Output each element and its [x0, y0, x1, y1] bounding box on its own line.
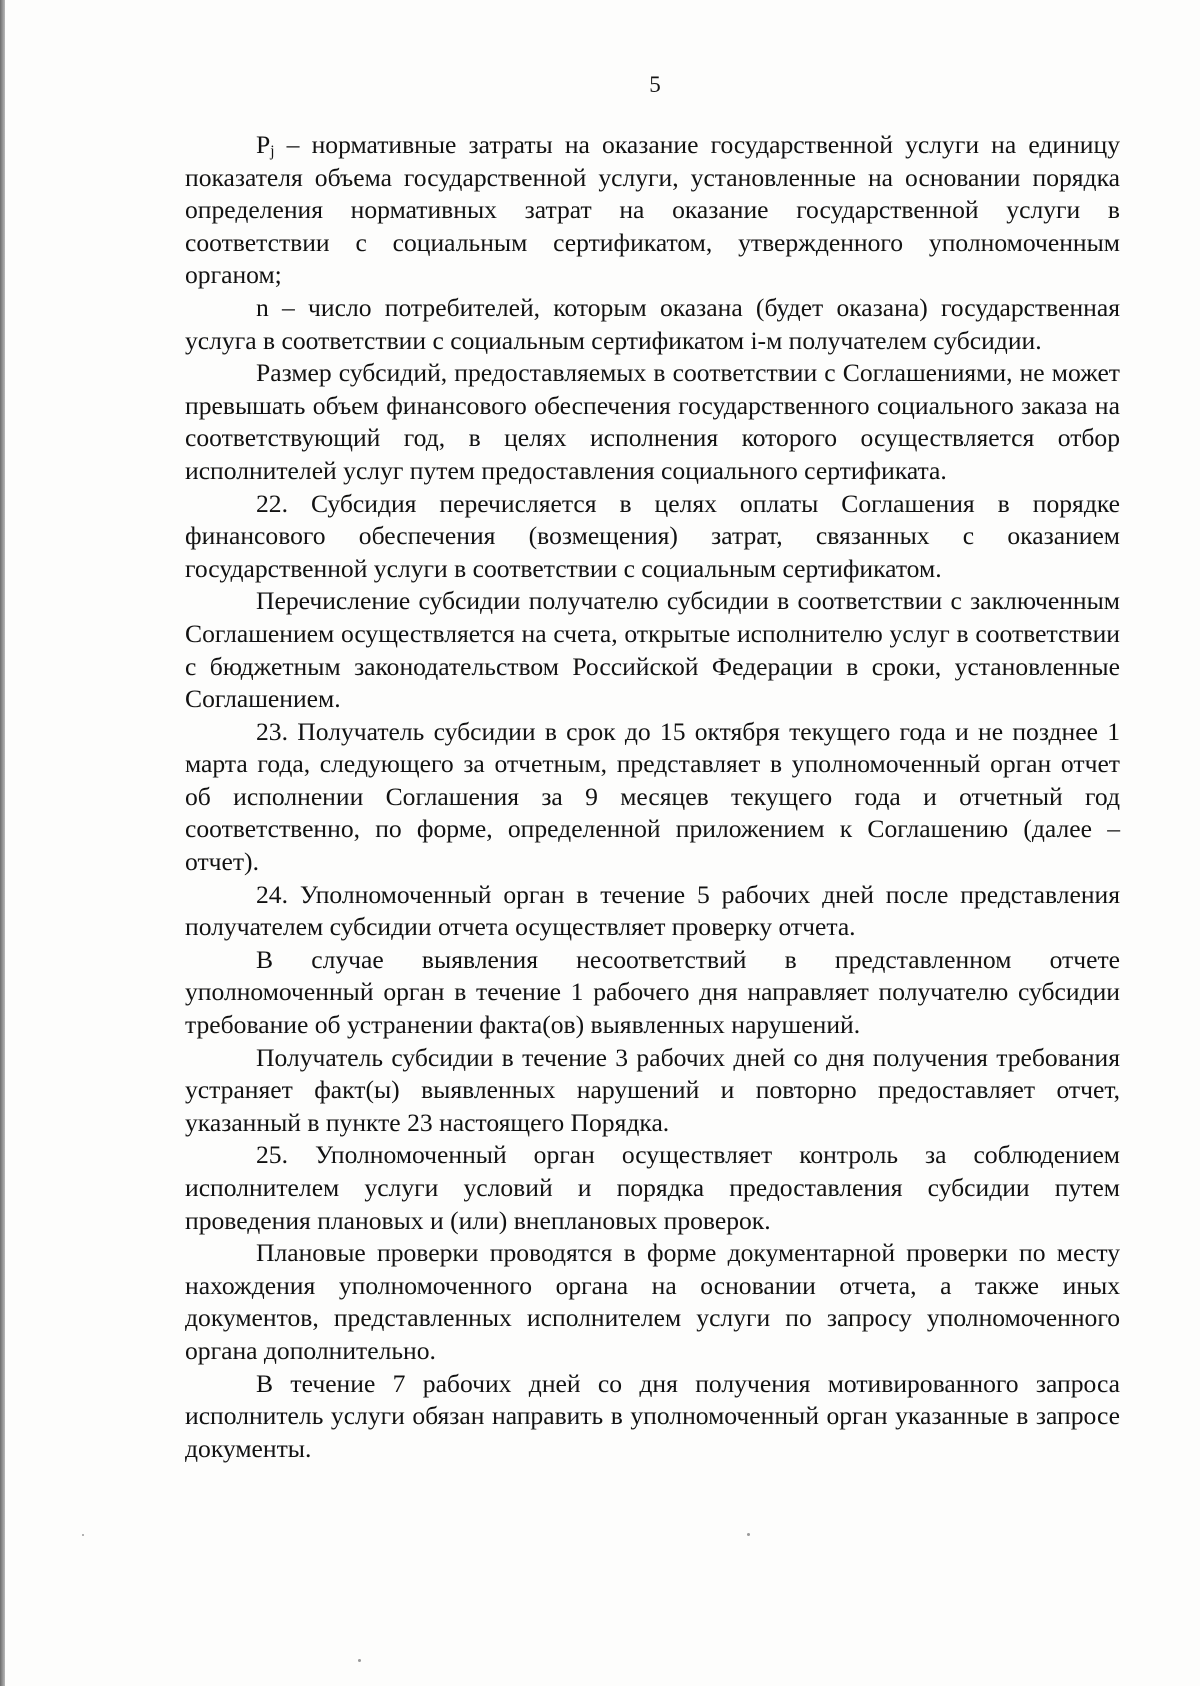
page-number: 5 [649, 72, 661, 97]
paragraph-resubmission: Получатель субсидии в течение 3 рабочих дней со дня получения требования устраняет факт(ы) выявленных нарушений и повторно предоставляет отчет, указанный в пункте 23 настоящего Порядка. [185, 1042, 1120, 1137]
paragraph-item-24: 24. Уполномоченный орган в течение 5 рабочих дней после представления получателем субсидии отчета осуществляет проверку отчета. [185, 879, 1120, 942]
paragraph-consumers-count: n – число потребителей, которым оказана (будет оказана) государственная услуга в соответствии с социальным сертификатом i-м получателем субсидии. [185, 292, 1120, 355]
paragraph-transfer: Перечисление субсидии получателю субсидии в соответствии с заключенным Соглашением осуществляется на счета, открытые исполнителю услуг в соответствии с бюджетным законодательством Российской Федерации в сроки, установленные Соглашением. [185, 586, 1120, 714]
paragraph-planned-checks: Плановые проверки проводятся в форме документарной проверки по месту нахождения уполномоченного органа на основании отчета, а также иных документов, представленных исполнителем услуги по запросу уполномоченного органа дополнительно. [185, 1238, 1120, 1365]
document-body [185, 129, 1120, 1465]
paragraph-discrepancies: В случае выявления несоответствий в представленном отчете уполномоченный орган в течение 1 рабочего дня направляет получателю субсидии требование об устранении факта(ов) выявленных нарушений. [185, 944, 1120, 1040]
scan-speck [358, 1659, 361, 1662]
formula-symbol: P [256, 130, 271, 159]
paragraph-item-23: 23. Получатель субсидии в срок до 15 октября текущего года и не позднее 1 марта года, следующего за отчетным, представляет в уполномоченный орган отчет об исполнении Соглашения за 9 месяцев текущего года и отчетный год соответственно, по форме, определенной приложением к Соглашению (далее – отчет). [185, 716, 1120, 877]
paragraph-item-25: 25. Уполномоченный орган осуществляет контроль за соблюдением исполнителем услуги условий и порядка предоставления субсидии путем проведения плановых и (или) внеплановых проверок. [185, 1140, 1120, 1235]
paragraph-normative-costs [185, 129, 1120, 292]
formula-subscript: j [270, 143, 275, 160]
scan-edge [0, 0, 5, 1686]
paragraph-item-22: 22. Субсидия перечисляется в целях оплаты Соглашения в порядке финансового обеспечения (возмещения) затрат, связанных с оказанием государственной услуги в соответствии с социальным сертификатом. [185, 488, 1120, 583]
paragraph-subsidy-limit: Размер субсидий, предоставляемых в соответствии с Соглашениями, не может превышать объем финансового обеспечения государственного социального заказа на соответствующий год, в целях исполнения которого осуществляется отбор исполнителей услуг путем предоставления социального сертификата. [185, 358, 1120, 485]
scan-speck [747, 1533, 750, 1536]
paragraph-text: – нормативные затраты на оказание государственной услуги на единицу показателя объема государственной услуги, установленные на основании порядка определения нормативных затрат на оказание государственной услуги в соответствии с социальным сертификатом, утвержденного уполномоченным органом; [185, 130, 1120, 290]
paragraph-document-request: В течение 7 рабочих дней со дня получения мотивированного запроса исполнитель услуги обязан направить в уполномоченный орган указанные в запросе документы. [185, 1368, 1120, 1463]
scan-speck [82, 1534, 84, 1536]
